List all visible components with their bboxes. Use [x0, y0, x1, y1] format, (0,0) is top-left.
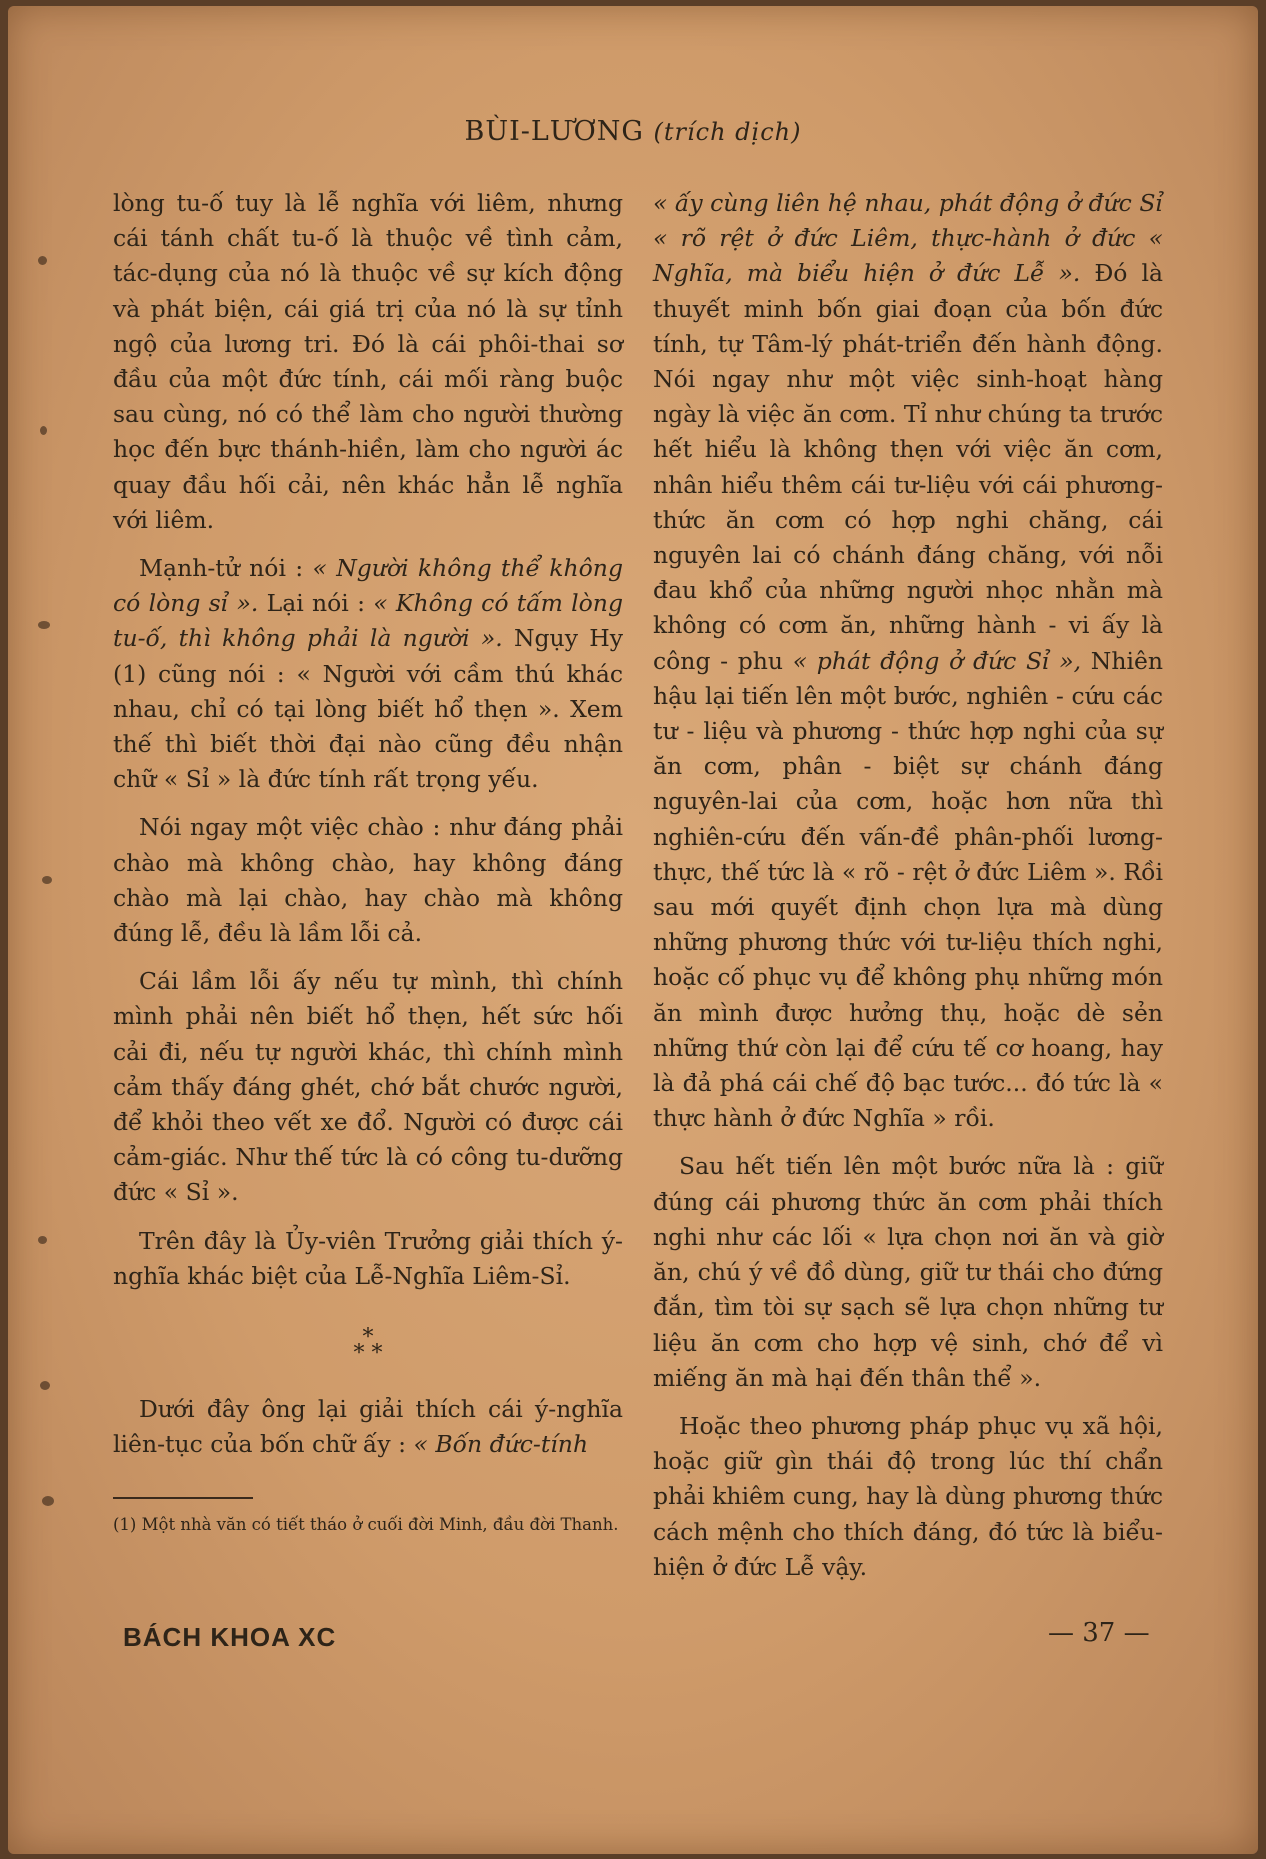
- header-title: BÙI-LƯƠNG: [464, 116, 644, 147]
- paragraph: Trên đây là Ủy-viên Trưởng giải thích ý-nghĩa khác biệt của Lễ-Nghĩa Liêm-Sỉ.: [113, 1226, 623, 1290]
- document-page: [8, 6, 1258, 1854]
- footnote: (1) Một nhà văn có tiết tháo ở cuối đời Minh, đầu đời Thanh.: [113, 1514, 619, 1534]
- paragraph: Hoặc theo phương pháp phục vụ xã hội, hoặc giữ gìn thái độ trong lúc thí chẩn phải khiêm cung, hay là dùng phương thức cách mệnh cho thích đáng, đó tức là biểu-hiện ở đức Lễ vậy.: [653, 1411, 1163, 1581]
- header-subtitle: (trích dịch): [653, 118, 802, 146]
- publication-name: BÁCH KHOA XC: [123, 1622, 337, 1652]
- quote: « ấy cùng liên hệ nhau, phát động ở đức Sỉ « rõ rệt ở đức Liêm, thực-hành ở đức « Nghĩa, mà biểu hiện ở đức Lễ ».: [653, 189, 1163, 288]
- left-column: [113, 186, 623, 1537]
- footnote-rule: [113, 1497, 253, 1499]
- paragraph: lòng tu-ố tuy là lễ nghĩa với liêm, nhưng cái tánh chất tu-ố là thuộc về tình cảm, tác-dụng của nó là thuộc về sự kích động và phát biện, cái giá trị của nó là sự tỉnh ngộ của lương tri. Đó là cái phôi-thai sơ đầu của một đức tính, cái mối ràng buộc sau cùng, nó có thể làm cho người thường học đến bực thánh-hiền, làm cho người ác quay đầu hối cải, nên khác hẳn lễ nghĩa với liêm.: [113, 189, 623, 534]
- paragraph: « ấy cùng liên hệ nhau, phát động ở đức Sỉ « rõ rệt ở đức Liêm, thực-hành ở đức « Nghĩa, mà biểu hiện ở đức Lễ ». Đó là thuyết minh bốn giai đoạn của bốn đức tính, tự Tâm-lý phát-triển đến hành động. Nói ngay như một việc sinh-hoạt hàng ngày là việc ăn cơm. Tỉ như chúng ta trước hết hiểu là không thẹn với việc ăn cơm, nhân hiểu thêm cái tư-liệu với cái phương-thức ăn cơm có hợp nghi chăng, cái nguyên lai có chánh đáng chăng, với nỗi đau khổ của những người nhọc nhằn mà không có cơm ăn, những hành - vi ấy là công - phu « phát động ở đức Sỉ », Nhiên hậu lại tiến lên một bước, nghiên - cứu các tư - liệu và phương - thức hợp nghi của sự ăn cơm, phân - biệt sự chánh đáng nguyên-lai của cơm, hoặc hơn nữa thì nghiên-cứu đến vấn-đề phân-phối lương-thực, thế tức là « rõ - rệt ở đức Liêm ». Rồi sau mới quyết định chọn lựa mà dùng những phương thức với tư-liệu thích nghi, hoặc cố phục vụ để không phụ những món ăn mình được hưởng thụ, hoặc dè sẻn những thứ còn lại để cứu tế cơ hoang, hay là đả phá cái chế độ bạc tước... đó tức là « thực hành ở đức Nghĩa » rồi.: [653, 189, 1164, 1133]
- quote: « Bốn đức-tính: [413, 1430, 589, 1459]
- paragraph: Nói ngay một việc chào : như đáng phải chào mà không chào, hay không đáng chào mà lại chào, hay chào mà không đúng lễ, đều là lầm lỗi cả.: [113, 813, 623, 948]
- paragraph: Dưới đây ông lại giải thích cái ý-nghĩa liên-tục của bốn chữ ấy : « Bốn đức-tính: [113, 1395, 623, 1459]
- paragraph: Mạnh-tử nói : « Người không thể không có lòng sỉ ». Lại nói : « Không có tấm lòng tu-ố, thì không phải là người ». Ngụy Hy (1) cũng nói : « Người với cầm thú khác nhau, chỉ có tại lòng biết hổ thẹn ». Xem thế thì biết thời đại nào cũng đều nhận chữ « Sỉ » là đức tính rất trọng yếu.: [113, 554, 623, 794]
- quote: « Người không thể không có lòng sỉ ».: [113, 554, 623, 618]
- paragraph: Sau hết tiến lên một bước nữa là : giữ đúng cái phương thức ăn cơm phải thích nghi như các lối « lựa chọn nơi ăn và giờ ăn, chú ý về đồ dùng, giữ tư thái cho đứng đắn, tìm tòi sự sạch sẽ lựa chọn những tư liệu ăn cơm cho hợp vệ sinh, chớ để vì miếng ăn mà hại đến thân thể ».: [653, 1152, 1163, 1392]
- right-column: [653, 186, 1163, 1598]
- quote: « phát động ở đức Sỉ »,: [792, 646, 1091, 675]
- paragraph: Cái lầm lỗi ấy nếu tự mình, thì chính mình phải nên biết hổ thẹn, hết sức hối cải đi, nếu tự người khác, thì chính mình cảm thấy đáng ghét, chớ bắt chước người, để khỏi theo vết xe đổ. Người có được cái cảm-giác. Như thế tức là có công tu-dưỡng đức « Sỉ ».: [113, 967, 623, 1207]
- section-separator: * * *: [353, 1325, 383, 1367]
- page-number: — 37 —: [1048, 1618, 1150, 1648]
- quote: « Không có tấm lòng tu-ố, thì không phải là người ».: [113, 589, 623, 653]
- running-header: [8, 116, 1258, 147]
